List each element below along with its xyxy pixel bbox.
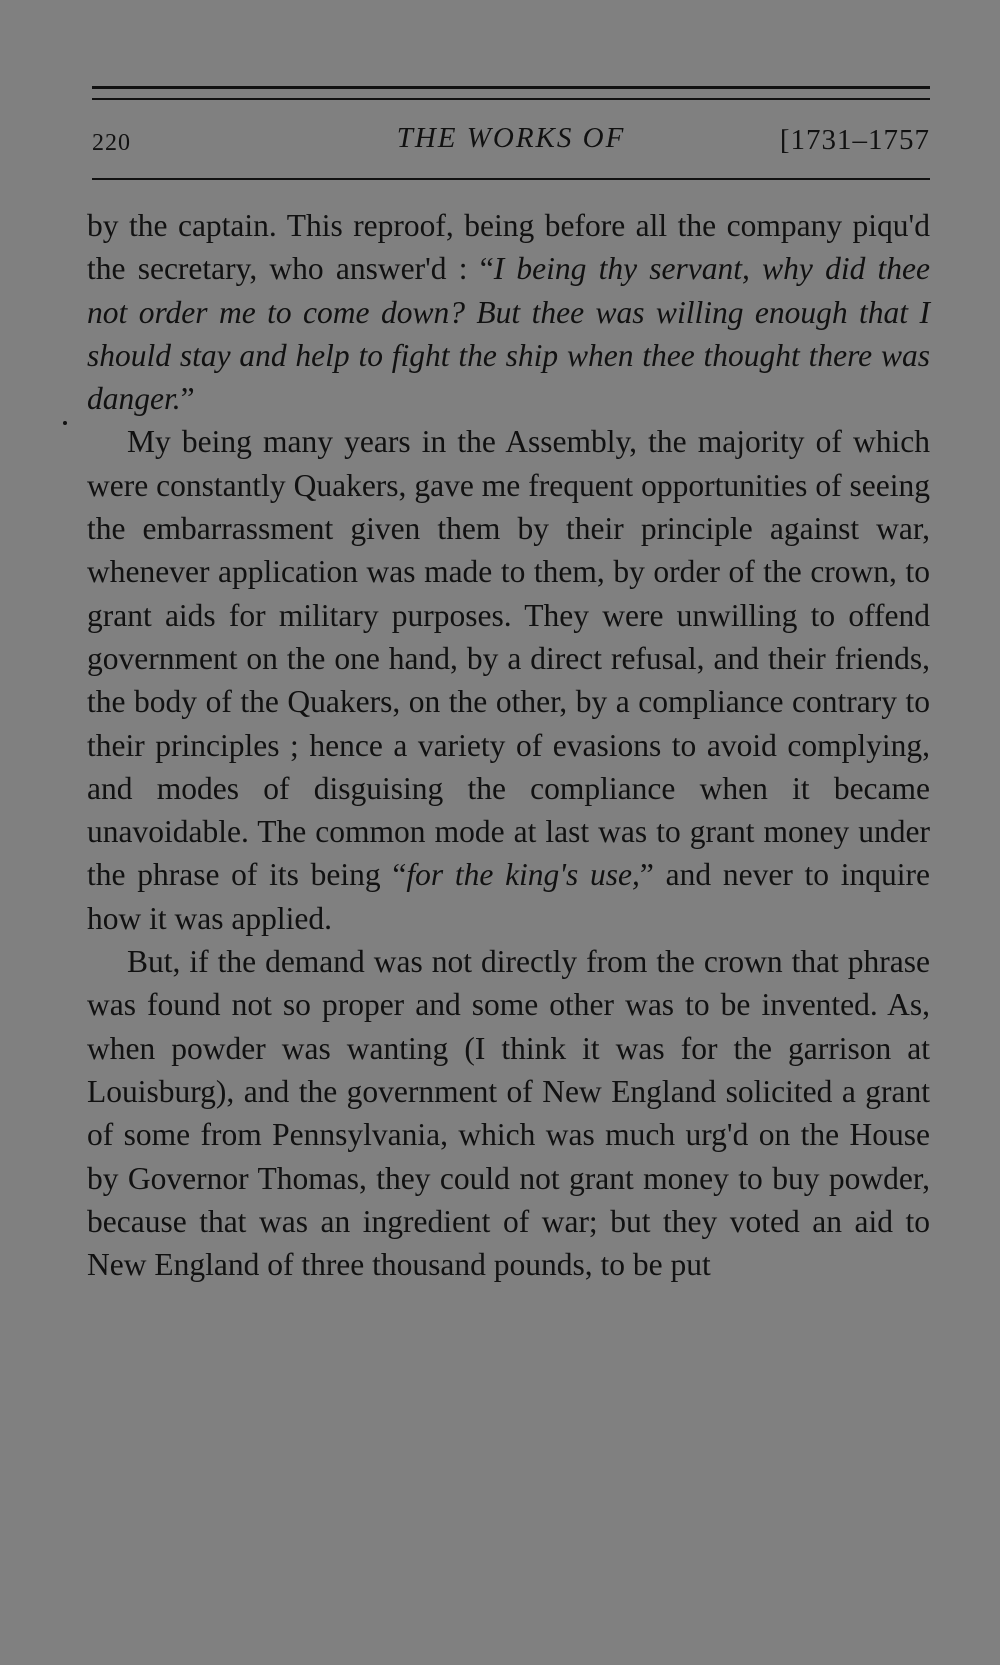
paragraph-1 [87, 204, 930, 420]
paragraph-1-tail: ” [180, 381, 195, 417]
body-text [87, 204, 930, 1286]
running-header [92, 122, 930, 162]
paragraph-1-lead: by the captain. This reproof, being before all the company piqu'd the secretary, who answer'd : “ [87, 208, 930, 287]
header-rule-bottom [92, 178, 930, 180]
header-rule-second [92, 98, 930, 100]
paragraph-2-lead: My being many years in the Assembly, the majority of which were constantly Quakers, gave me frequent opportunities of seeing the embarrassment given them by their principle against war, whenever application was made to them, by order of the crown, to grant aids for military purposes. They were unwilling to offend government on the one hand, by a direct refusal, and their friends, the body of the Quakers, on the other, by a compliance contrary to their principles ; hence a variety of evasions to avoid complying, and modes of disguising the compliance when it became unavoidable. The common mode at last was to grant money under the phrase of its being “ [87, 424, 930, 893]
date-range: [1731–1757 [779, 124, 930, 156]
page-number: 220 [92, 130, 131, 156]
paragraph-1-quote: I being thy servant, why did thee not order me to come down? But thee was willing enough that I should stay and help to fight the ship when thee thought there was danger. [87, 251, 931, 417]
paragraph-2-quote: for the king's use, [406, 857, 640, 893]
paragraph-2 [87, 420, 930, 940]
margin-speck [63, 421, 67, 425]
paragraph-3: But, if the demand was not directly from the crown that phrase was found not so proper and some other was to be invented. As, when powder was wanting (I think it was for the garrison at Louisburg), and the government of New England solicited a grant of some from Pennsylvania, which was much urg'd on the House by Governor Thomas, they could not grant money to buy powder, because that was an ingredient of war; but they voted an aid to New England of three thousand pounds, to be put [87, 944, 930, 1283]
header-rule-top [92, 86, 930, 89]
paragraph-2-tail: ” and never to inquire how it was applied. [87, 857, 931, 936]
running-title: THE WORKS OF [396, 122, 626, 154]
